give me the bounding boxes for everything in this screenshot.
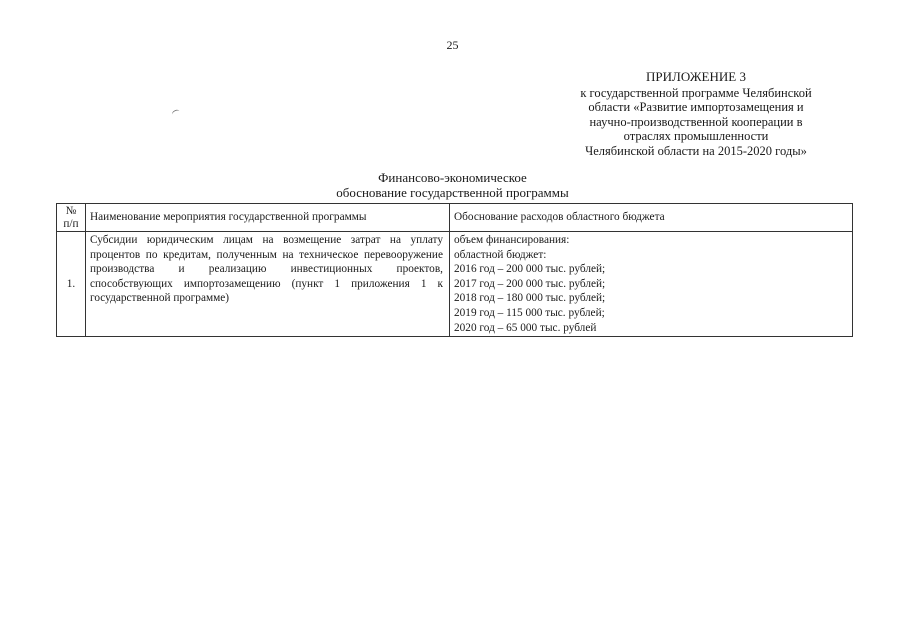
justification-line: 2020 год – 65 000 тыс. рублей	[454, 321, 597, 334]
row-number: 1.	[57, 232, 86, 337]
header-justification: Обоснование расходов областного бюджета	[450, 204, 853, 232]
justification-line: 2018 год – 180 000 тыс. рублей;	[454, 292, 606, 305]
appendix-line: Челябинской области на 2015-2020 годы»	[585, 143, 807, 158]
appendix-title: ПРИЛОЖЕНИЕ 3	[646, 69, 746, 84]
appendix-line: к государственной программе Челябинской	[580, 85, 812, 100]
appendix-line: отраслях промышленности	[623, 129, 769, 143]
justification-line: объем финансирования:	[454, 234, 570, 246]
document-title-line2: обоснование государственной программы	[336, 185, 569, 200]
table-header-row	[57, 204, 853, 232]
document-title	[0, 170, 905, 200]
budget-table	[56, 203, 853, 337]
justification-line: 2017 год – 200 000 тыс. рублей;	[454, 277, 606, 290]
appendix-header	[540, 70, 852, 158]
appendix-line: научно-производственной кооперации в	[589, 114, 803, 129]
justification-line: 2019 год – 115 000 тыс. рублей;	[454, 306, 605, 319]
table-row	[57, 232, 853, 337]
justification-line: 2016 год – 200 000 тыс. рублей;	[454, 263, 606, 276]
justification-line: областной бюджет:	[454, 248, 547, 261]
justification-cell	[450, 232, 853, 337]
appendix-line: области «Развитие импортозамещения и	[588, 100, 804, 114]
header-number-abbrev: п/п	[63, 217, 79, 230]
header-activity-name: Наименование мероприятия государственной программы	[86, 204, 450, 232]
activity-name: Субсидии юридическим лицам на возмещение затрат на уплату процентов по кредитам, полученным на техническое перевооружение производства и реализацию инвестиционных проектов, способствующих импортозамещению (пункт 1 приложения 1 к государственной программе)	[86, 232, 450, 337]
document-title-line1: Финансово-экономическое	[378, 170, 527, 185]
scan-artifact	[171, 109, 181, 118]
header-number	[57, 204, 86, 232]
header-number-symbol: №	[65, 204, 77, 217]
page-number: 25	[446, 38, 459, 52]
